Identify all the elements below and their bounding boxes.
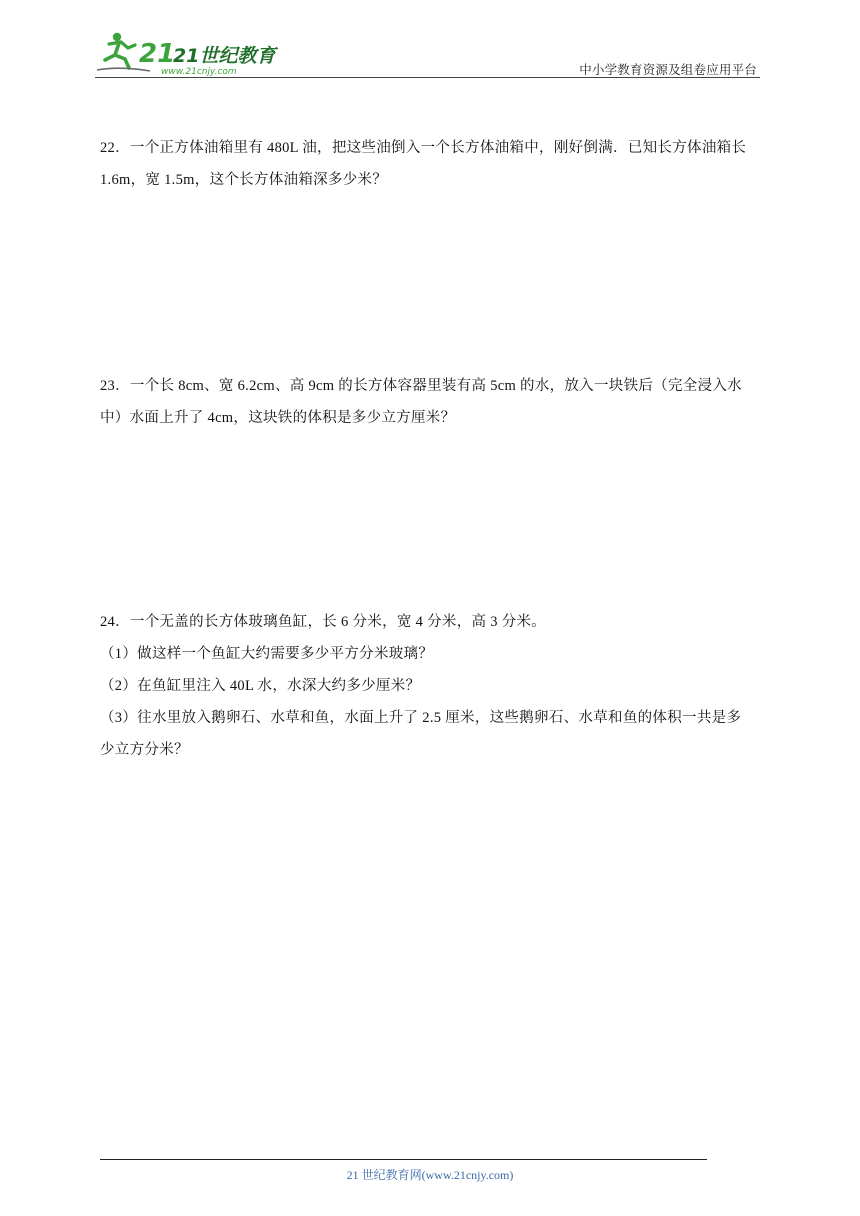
- sub-question-2: （2）在鱼缸里注入 40L 水，水深大约多少厘米？: [100, 678, 421, 694]
- question-line: 22．一个正方体油箱里有 480L 油，把这些油倒入一个长方体油箱中，刚好倒满．已知长方体油箱长: [100, 140, 747, 156]
- question-24: [100, 606, 760, 766]
- page-header: [95, 28, 760, 78]
- svg-text:www.21cnjy.com: www.21cnjy.com: [161, 67, 237, 77]
- svg-text:21世纪教育: 21世纪教育: [173, 45, 276, 67]
- logo-wordmark: [161, 38, 276, 78]
- question-line: 中）水面上升了 4cm，这块铁的体积是多少立方厘米？: [100, 410, 456, 426]
- footer-source: 21 世纪教育网(www.21cnjy.com): [346, 1168, 514, 1182]
- header-divider: [95, 77, 760, 78]
- question-23: [100, 370, 760, 434]
- svg-text:21: 21: [139, 39, 176, 69]
- footer-divider: [100, 1159, 707, 1160]
- question-line: 1.6m，宽 1.5m，这个长方体油箱深多少米？: [100, 172, 388, 188]
- question-line: 23．一个长 8cm、宽 6.2cm、高 9cm 的长方体容器里装有高 5cm 的水，放入一块铁后（完全浸入水: [100, 378, 742, 394]
- platform-name: 中小学教育资源及组卷应用平台: [579, 62, 757, 77]
- sub-question-1: （1）做这样一个鱼缸大约需要多少平方分米玻璃？: [100, 646, 434, 662]
- sub-question-3: （3）往水里放入鹅卵石、水草和鱼，水面上升了 2.5 厘米，这些鹅卵石、水草和鱼的体积一共是多: [100, 710, 742, 726]
- question-22: [100, 132, 760, 196]
- question-line: 少立方分米？: [100, 742, 189, 758]
- question-line: 24．一个无盖的长方体玻璃鱼缸，长 6 分米，宽 4 分米，高 3 分米。: [100, 614, 547, 630]
